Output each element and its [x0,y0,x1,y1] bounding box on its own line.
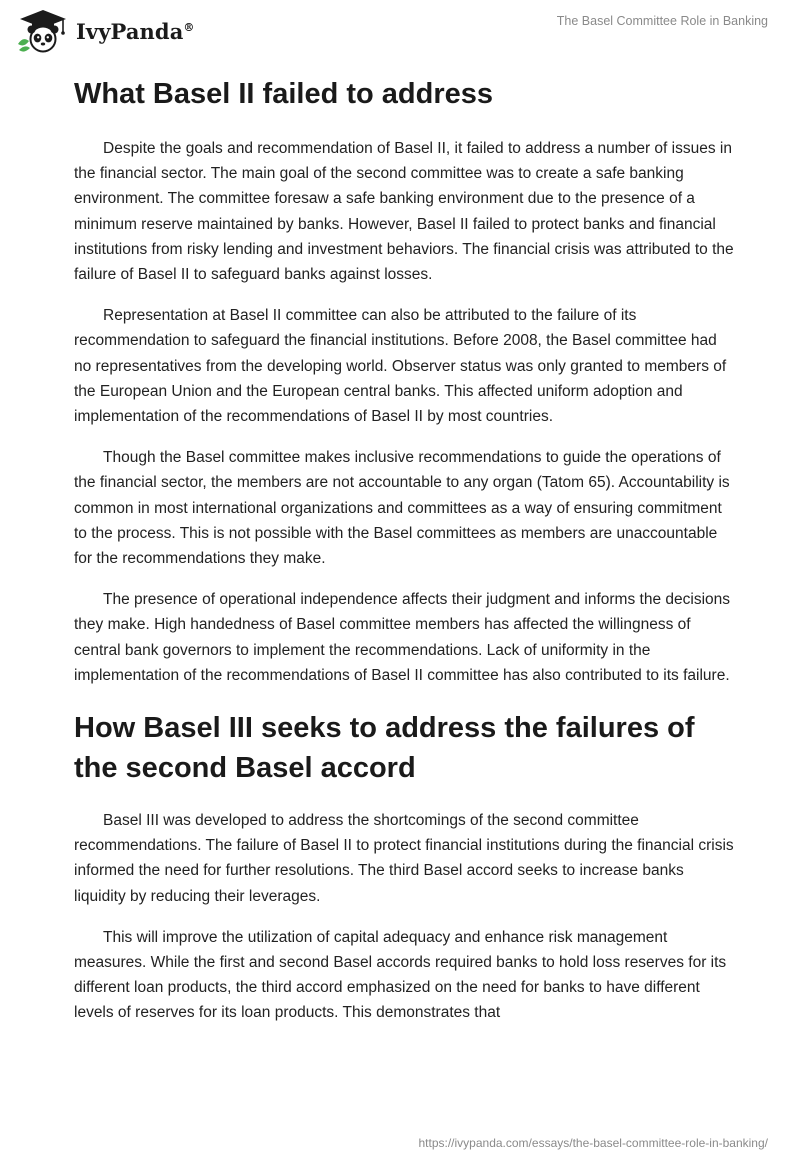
panda-graduate-icon [14,8,72,54]
paragraph: Basel III was developed to address the shortcomings of the second committee recommendations. The failure of Basel II to protect financial institutions during the financial crisis informed the need for further resolutions. The third Basel accord seeks to increase banks liquidity by reducing their leverages. [74,812,734,905]
paragraph: Though the Basel committee makes inclusive recommendations to guide the operations of the financial sector, the members are not accountable to any organ (Tatom 65). Accountability is common in most international organizations and committees as a way of ensuring commitment to the process. This is not possible with the Basel committees as members are unaccountable for the recommendations they make. [74,449,730,568]
section-heading: What Basel II failed to address [74,78,493,110]
brand-name: IvyPanda® [76,18,195,44]
paragraph: This will improve the utilization of capital adequacy and enhance risk management measures. While the first and second Basel accords required banks to hold loss reserves for its different loan products, the third accord emphasized on the need for banks to have different levels of reserves for its loan products. This demonstrates that [74,928,727,1022]
ivypanda-logo[interactable] [14,8,195,54]
page-header [0,0,800,56]
document-title: The Basel Committee Role in Banking [556,14,768,28]
source-url-link[interactable]: https://ivypanda.com/essays/the-basel-committee-role-in-banking/ [418,1136,768,1150]
section-heading: How Basel III seeks to address the failures of the second Basel accord [74,712,695,785]
paragraph: The presence of operational independence affects their judgment and informs the decisions they make. High handedness of Basel committee members has affected the willingness of central bank governors to implement the recommendations. Lack of uniformity in the implementation of the recommendations of Basel II committee has also contributed to its failure. [74,591,731,684]
paragraph: Despite the goals and recommendation of Basel II, it failed to address a number of issues in the financial sector. The main goal of the second committee was to create a safe banking environment. The committee foresaw a safe banking environment due to the presence of a minimum reserve maintained by banks. However, Basel II failed to protect banks and financial institutions from risky lending and investment behaviors. The financial crisis was attributed to the failure of Basel II to safeguard banks against losses. [74,140,734,284]
paragraph: Representation at Basel II committee can also be attributed to the failure of its recommendation to safeguard the financial institutions. Before 2008, the Basel committee had no representatives from the developing world. Observer status was only granted to members of the European Union and the European central banks. This affected uniform adoption and implementation of the recommendations of Basel II by most countries. [74,307,727,426]
essay-content [74,68,734,1042]
registered-mark: ® [183,20,195,34]
